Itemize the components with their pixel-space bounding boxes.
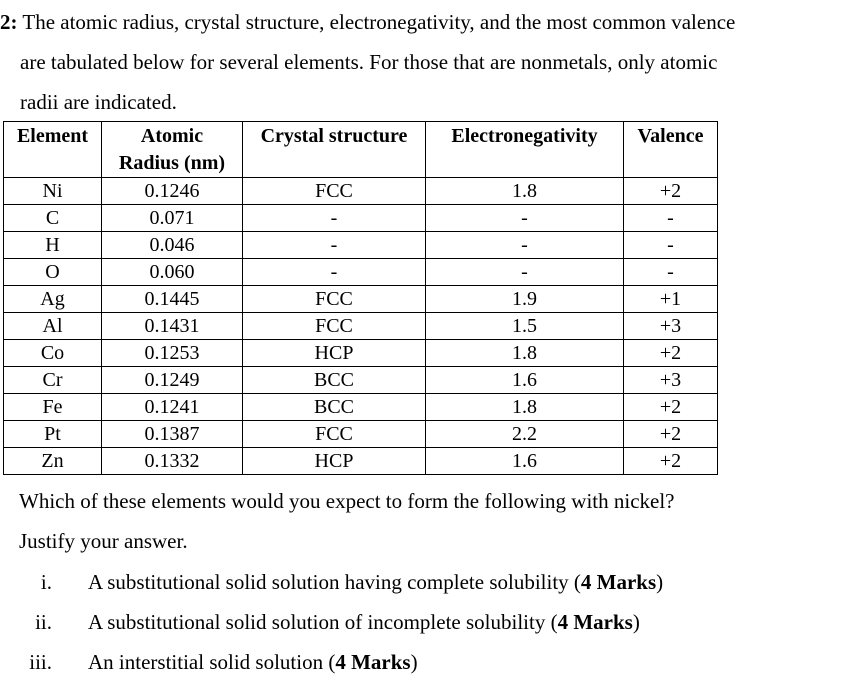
table-row — [4, 232, 718, 259]
cell-atomic-radius: 0.1431 — [102, 313, 243, 340]
cell-element: Cr — [4, 367, 102, 394]
cell-valence: - — [624, 259, 718, 286]
cell-crystal-structure: FCC — [243, 286, 426, 313]
cell-crystal-structure: - — [243, 232, 426, 259]
cell-crystal-structure: - — [243, 205, 426, 232]
cell-element: Co — [4, 340, 102, 367]
header-electronegativity: Electronegativity — [426, 122, 624, 178]
cell-element: Al — [4, 313, 102, 340]
sub-question-text: A substitutional solid solution having complete solubility (4 Marks) — [88, 570, 664, 594]
table-row — [4, 205, 718, 232]
header-atomic-radius: Atomic Radius (nm) — [102, 122, 243, 178]
cell-valence: +2 — [624, 421, 718, 448]
cell-electronegativity: 1.8 — [426, 340, 624, 367]
cell-valence: +2 — [624, 448, 718, 475]
cell-electronegativity: 1.8 — [426, 178, 624, 205]
question-number: 2: — [0, 10, 18, 34]
question-line-1: Which of these elements would you expect to form the following with nickel? — [19, 489, 675, 513]
sub-question-item — [0, 562, 663, 602]
sub-question-text: A substitutional solid solution of incomplete solubility (4 Marks) — [88, 610, 640, 634]
intro-line-3: radii are indicated. — [20, 90, 177, 114]
sub-question-item — [0, 602, 663, 642]
table-body — [4, 178, 718, 475]
elements-table — [3, 121, 718, 475]
cell-atomic-radius: 0.1253 — [102, 340, 243, 367]
cell-valence: +2 — [624, 178, 718, 205]
cell-electronegativity: 1.6 — [426, 367, 624, 394]
table-row — [4, 448, 718, 475]
question-line-2: Justify your answer. — [19, 529, 188, 553]
table-row — [4, 286, 718, 313]
cell-crystal-structure: FCC — [243, 421, 426, 448]
sub-question-text: An interstitial solid solution (4 Marks) — [88, 650, 418, 674]
sub-question-number: i. — [40, 570, 52, 594]
table-row — [4, 394, 718, 421]
sub-question-number: ii. — [35, 610, 52, 634]
cell-element: Pt — [4, 421, 102, 448]
cell-electronegativity: - — [426, 232, 624, 259]
cell-electronegativity: 1.5 — [426, 313, 624, 340]
cell-atomic-radius: 0.1332 — [102, 448, 243, 475]
cell-element: Fe — [4, 394, 102, 421]
cell-element: C — [4, 205, 102, 232]
cell-atomic-radius: 0.071 — [102, 205, 243, 232]
cell-crystal-structure: BCC — [243, 367, 426, 394]
cell-element: O — [4, 259, 102, 286]
cell-electronegativity: 1.6 — [426, 448, 624, 475]
marks-label: 4 Marks — [335, 650, 411, 674]
cell-valence: +1 — [624, 286, 718, 313]
cell-atomic-radius: 0.1241 — [102, 394, 243, 421]
cell-atomic-radius: 0.1249 — [102, 367, 243, 394]
cell-valence: +3 — [624, 313, 718, 340]
cell-atomic-radius: 0.1246 — [102, 178, 243, 205]
cell-valence: - — [624, 205, 718, 232]
marks-label: 4 Marks — [580, 570, 657, 594]
cell-electronegativity: 1.8 — [426, 394, 624, 421]
cell-electronegativity: 2.2 — [426, 421, 624, 448]
intro-line-2: are tabulated below for several elements. For those that are nonmetals, only atomic — [20, 50, 718, 74]
cell-crystal-structure: FCC — [243, 313, 426, 340]
table-row — [4, 421, 718, 448]
cell-electronegativity: - — [426, 205, 624, 232]
cell-valence: - — [624, 232, 718, 259]
cell-element: Ni — [4, 178, 102, 205]
table-row — [4, 178, 718, 205]
header-crystal-structure: Crystal structure — [243, 122, 426, 178]
intro-paragraph — [0, 2, 830, 122]
cell-crystal-structure: HCP — [243, 448, 426, 475]
header-element: Element — [4, 122, 102, 178]
cell-valence: +2 — [624, 394, 718, 421]
cell-atomic-radius: 0.046 — [102, 232, 243, 259]
table-row — [4, 259, 718, 286]
cell-crystal-structure: BCC — [243, 394, 426, 421]
cell-element: H — [4, 232, 102, 259]
cell-crystal-structure: HCP — [243, 340, 426, 367]
table-row — [4, 313, 718, 340]
cell-electronegativity: 1.9 — [426, 286, 624, 313]
table-header-row — [4, 122, 718, 178]
question-text — [19, 481, 675, 561]
cell-atomic-radius: 0.1387 — [102, 421, 243, 448]
sub-question-item — [0, 642, 663, 682]
table-row — [4, 367, 718, 394]
cell-atomic-radius: 0.1445 — [102, 286, 243, 313]
table-row — [4, 340, 718, 367]
cell-valence: +3 — [624, 367, 718, 394]
marks-label: 4 Marks — [557, 610, 633, 634]
header-valence: Valence — [624, 122, 718, 178]
sub-question-list — [0, 562, 663, 682]
sub-question-number: iii. — [29, 650, 52, 674]
intro-line-1: 2: The atomic radius, crystal structure, electronegativity, and the most common valence — [0, 10, 736, 34]
cell-electronegativity: - — [426, 259, 624, 286]
cell-atomic-radius: 0.060 — [102, 259, 243, 286]
cell-valence: +2 — [624, 340, 718, 367]
cell-crystal-structure: FCC — [243, 178, 426, 205]
cell-element: Zn — [4, 448, 102, 475]
cell-element: Ag — [4, 286, 102, 313]
cell-crystal-structure: - — [243, 259, 426, 286]
